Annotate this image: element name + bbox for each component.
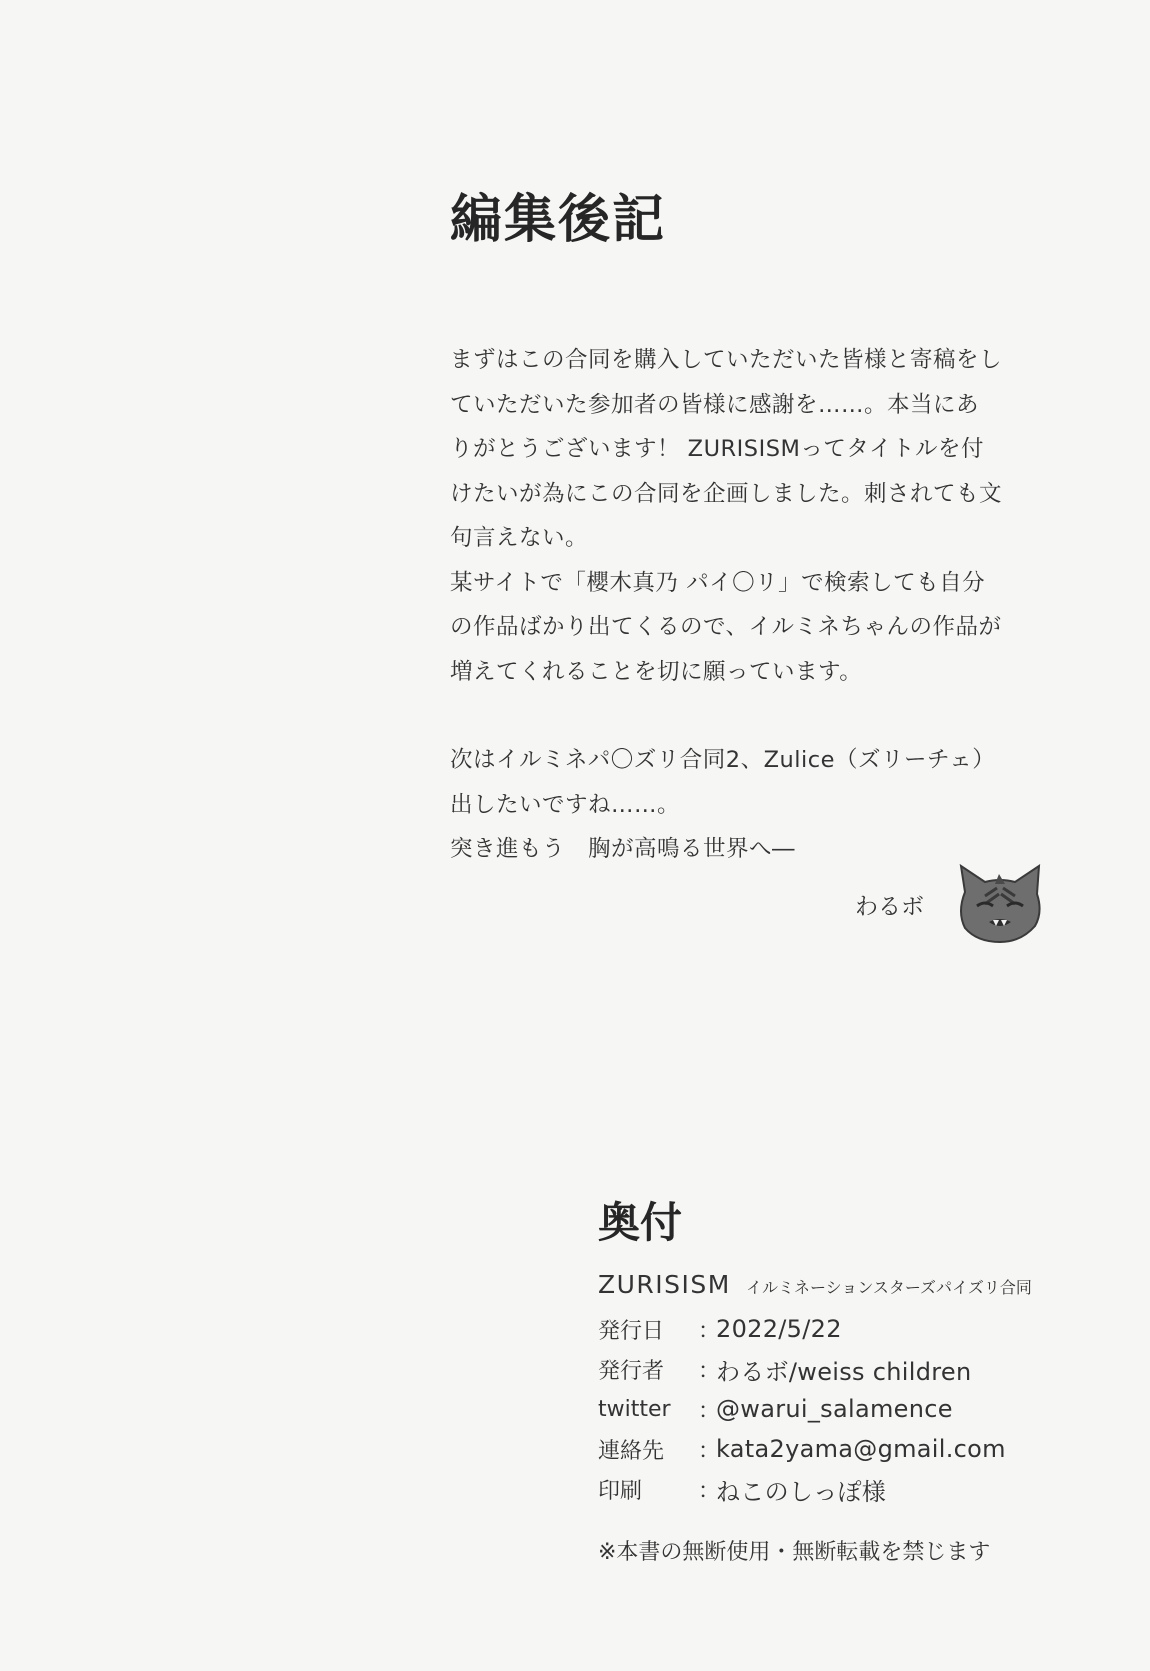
afterword-line: りがとうございます！ ZURISISMってタイトルを付 bbox=[450, 436, 984, 462]
info-row-printing bbox=[598, 1469, 1118, 1509]
info-label: 発行者 bbox=[598, 1358, 665, 1384]
afterword-line: 某サイトで「櫻木真乃 パイ〇リ」で検索しても自分 bbox=[450, 569, 986, 596]
afterword-line: 次はイルミネパ〇ズリ合同2、Zulice（ズリーチェ） bbox=[450, 747, 996, 773]
book-title: ZURISISM bbox=[598, 1270, 731, 1299]
afterword-line: まずはこの合同を購入していただいた皆様と寄稿をし bbox=[450, 347, 1003, 373]
afterword-line: 出したいですね……。 bbox=[450, 791, 681, 818]
info-label: 印刷 bbox=[598, 1478, 643, 1504]
info-label: 発行日 bbox=[598, 1318, 665, 1344]
cat-face-icon bbox=[955, 862, 1045, 944]
paragraph-gap bbox=[450, 694, 1070, 738]
info-row-date bbox=[598, 1309, 1118, 1349]
info-separator: ： bbox=[698, 1358, 721, 1384]
author-signature: わるボ bbox=[855, 894, 924, 920]
colophon-section bbox=[598, 1198, 1118, 1566]
afterword-line: 増えてくれることを切に願っています。 bbox=[450, 658, 863, 685]
copyright-notice: ※本書の無断使用・無断転載を禁じます bbox=[598, 1540, 991, 1565]
info-row-twitter bbox=[598, 1389, 1118, 1429]
afterword-line: 突き進もう 胸が高鳴る世界へ― bbox=[450, 836, 796, 862]
info-value: kata2yama@gmail.com bbox=[716, 1435, 1006, 1463]
info-row-contact bbox=[598, 1429, 1118, 1469]
book-subtitle: イルミネーションスターズパイズリ合同 bbox=[745, 1278, 1032, 1297]
afterword-line: の作品ばかり出てくるので、イルミネちゃんの作品が bbox=[450, 614, 1002, 640]
info-label: 連絡先 bbox=[598, 1438, 665, 1464]
book-title-line bbox=[598, 1270, 1118, 1299]
info-separator: ： bbox=[698, 1438, 721, 1464]
info-separator: ： bbox=[698, 1398, 721, 1424]
afterword-line: ていただいた参加者の皆様に感謝を……。本当にあ bbox=[450, 391, 980, 418]
info-value: 2022/5/22 bbox=[716, 1315, 842, 1343]
afterword-title: 編集後記 bbox=[450, 190, 667, 250]
colophon-title: 奥付 bbox=[598, 1198, 683, 1247]
info-row-publisher bbox=[598, 1349, 1118, 1389]
info-separator: ： bbox=[698, 1318, 721, 1344]
info-value: @warui_salamence bbox=[716, 1395, 953, 1423]
colophon-info-table bbox=[598, 1309, 1118, 1509]
info-label: twitter bbox=[598, 1396, 671, 1422]
afterword-section bbox=[450, 190, 1070, 872]
afterword-body bbox=[450, 338, 1070, 872]
afterword-line: けたいが為にこの合同を企画しました。刺されても文 bbox=[450, 480, 1003, 507]
info-separator: ： bbox=[698, 1478, 721, 1504]
afterword-line: 句言えない。 bbox=[450, 525, 589, 551]
info-value: ねこのしっぽ様 bbox=[716, 1477, 887, 1506]
info-value: わるボ/weiss children bbox=[716, 1357, 972, 1386]
